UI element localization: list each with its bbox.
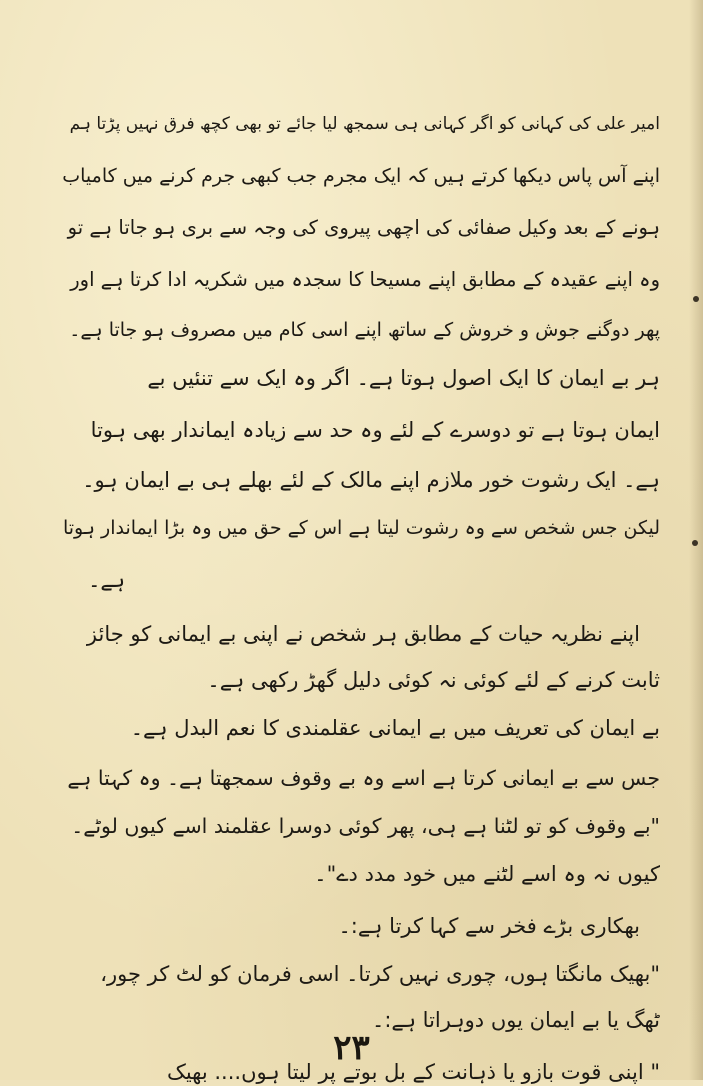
text-line: ہے۔ ایک رشوت خور ملازم اپنے مالک کے لئے بھلے ہی بے ایمان ہو۔ (82, 468, 660, 492)
text-line: اپنے نظریہ حیات کے مطابق ہر شخص نے اپنی بے ایمانی کو جائز (86, 622, 640, 646)
text-line: وہ اپنے عقیدہ کے مطابق اپنے مسیحا کا سجدہ میں شکریہ ادا کرتا ہے اور (70, 268, 660, 291)
text-line: اپنے آس پاس دیکھا کرتے ہیں کہ ایک مجرم جب کبھی جرم کرنے میں کامیاب (62, 165, 660, 187)
text-line: ثابت کرنے کے لئے کوئی نہ کوئی دلیل گھڑ رکھی ہے۔ (207, 668, 660, 692)
text-line: "بھیک مانگتا ہوں، چوری نہیں کرتا۔ اسی فرمان کو لٹ کر چور، (100, 962, 660, 986)
text-line: جس سے بے ایمانی کرتا ہے اسے وہ بے وقوف سمجھتا ہے۔ وہ کہتا ہے (67, 766, 660, 790)
text-line: بھکاری بڑے فخر سے کہا کرتا ہے:۔ (338, 914, 640, 938)
text-line: " اپنی قوت بازو یا ذہانت کے بل بوتے پر لیتا ہوں.... بھیک (167, 1060, 660, 1084)
text-line: بے ایمان کی تعریف میں بے ایمانی عقلمندی کا نعم البدل ہے۔ (130, 716, 660, 740)
text-line: ہے۔ (88, 568, 125, 592)
text-line: ہونے کے بعد وکیل صفائی کی اچھی پیروی کی وجہ سے بری ہو جاتا ہے تو (67, 216, 660, 239)
binding-hole (692, 540, 698, 546)
text-line: ایمان ہوتا ہے تو دوسرے کے لئے وہ حد سے زیادہ ایماندار بھی ہوتا (90, 418, 660, 442)
text-line: "بے وقوف کو تو لٹنا ہے ہی، پھر کوئی دوسرا عقلمند اسے کیوں لوٹے۔ (71, 814, 660, 838)
text-line: ٹھگ یا بے ایمان یوں دوہراتا ہے:۔ (372, 1008, 660, 1032)
binding-hole (693, 296, 699, 302)
text-line: پھر دوگنے جوش و خروش کے ساتھ اپنے اسی کام میں مصروف ہو جاتا ہے۔ (69, 319, 660, 341)
page-number: ٢٣ (333, 1028, 370, 1068)
text-line: لیکن جس شخص سے وہ رشوت لیتا ہے اس کے حق میں وہ بڑا ایماندار ہوتا (62, 517, 660, 539)
text-line: ہر بے ایمان کا ایک اصول ہوتا ہے۔ اگر وہ ایک سے تنئیں بے (147, 366, 660, 390)
text-line: امیر علی کی کہانی کو اگر کہانی ہی سمجھ لیا جائے تو بھی کچھ فرق نہیں پڑتا ہم (69, 114, 660, 134)
text-line: کیوں نہ وہ اسے لٹنے میں خود مدد دے"۔ (314, 862, 660, 886)
